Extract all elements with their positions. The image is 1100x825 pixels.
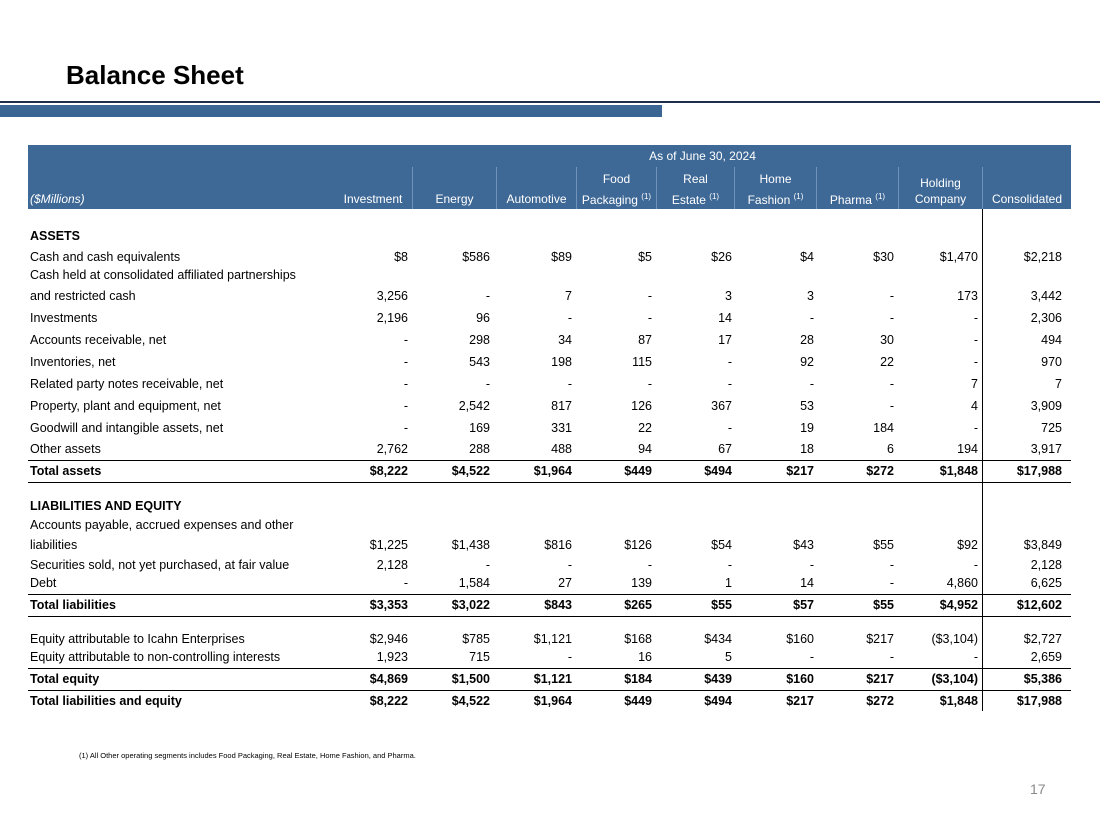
row-label: and restricted cash	[30, 289, 136, 303]
cell-consolidated: $5,386	[1023, 672, 1062, 686]
cell-holding-company: -	[973, 333, 978, 347]
cell-investment: $8	[394, 250, 408, 264]
cell-food-packaging: 126	[631, 399, 652, 413]
cell-consolidated: 494	[1041, 333, 1062, 347]
cell-food-packaging: 139	[631, 576, 652, 590]
cell-automotive: $843	[544, 598, 572, 612]
section-header-liabilities: LIABILITIES AND EQUITY	[30, 499, 182, 513]
cell-consolidated: $2,727	[1023, 632, 1062, 646]
cell-consolidated: 3,442	[1030, 289, 1062, 303]
row-label: Cash and cash equivalents	[30, 250, 181, 264]
cell-food-packaging: $449	[624, 464, 652, 478]
row-ppe	[28, 395, 1071, 417]
cell-pharma: $272	[866, 464, 894, 478]
cell-investment: -	[403, 576, 408, 590]
row-label: Debt	[30, 576, 57, 590]
cell-real-estate: 67	[718, 442, 732, 456]
cell-real-estate: 17	[718, 333, 732, 347]
row-label: liabilities	[30, 538, 78, 552]
cell-pharma: -	[889, 289, 894, 303]
row-label: Total liabilities and equity	[30, 694, 182, 708]
cell-automotive: 7	[565, 289, 572, 303]
cell-food-packaging: -	[647, 289, 652, 303]
cell-real-estate: 14	[718, 311, 732, 325]
cell-automotive: -	[567, 650, 572, 664]
cell-automotive: -	[567, 377, 572, 391]
cell-food-packaging: -	[647, 377, 652, 391]
section-header-assets: ASSETS	[30, 229, 81, 243]
page-title: Balance Sheet	[66, 60, 244, 90]
cell-food-packaging: $168	[624, 632, 652, 646]
cell-food-packaging: 115	[632, 355, 652, 369]
row-other-assets	[28, 438, 1071, 461]
row-ap-label-1	[28, 514, 1071, 536]
cell-home-fashion: 14	[800, 576, 814, 590]
cell-holding-company: -	[973, 650, 978, 664]
cell-home-fashion: 19	[800, 421, 814, 435]
cell-pharma: -	[889, 558, 894, 572]
cell-consolidated: 3,917	[1030, 442, 1062, 456]
cell-investment: 2,762	[376, 442, 408, 456]
col-header-holding-company: Holding Company	[898, 167, 982, 209]
consolidated-divider	[982, 209, 983, 711]
row-label: Related party notes receivable, net	[30, 377, 224, 391]
cell-automotive: -	[567, 311, 572, 325]
row-label: Goodwill and intangible assets, net	[30, 421, 224, 435]
cell-energy: $3,022	[451, 598, 490, 612]
cell-investment: $2,946	[369, 632, 408, 646]
cell-consolidated: 2,128	[1030, 558, 1062, 572]
row-label: Total assets	[30, 464, 102, 478]
row-label: Other assets	[30, 442, 101, 456]
cell-energy: -	[485, 558, 490, 572]
cell-home-fashion: $217	[786, 694, 814, 708]
cell-real-estate: $494	[704, 464, 732, 478]
row-related-party	[28, 373, 1071, 395]
cell-home-fashion: -	[809, 377, 814, 391]
cell-consolidated: $17,988	[1016, 694, 1062, 708]
cell-investment: -	[403, 333, 408, 347]
row-label: Investments	[30, 311, 98, 325]
page-number: 17	[1030, 781, 1046, 797]
cell-real-estate: $55	[711, 598, 732, 612]
row-total-assets	[28, 460, 1071, 483]
cell-holding-company: $1,848	[939, 464, 978, 478]
cell-energy: 715	[469, 650, 490, 664]
cell-energy: 169	[469, 421, 490, 435]
footnote: (1) All Other operating segments includes Food Packaging, Real Estate, Home Fashion, and Pharma.	[79, 751, 416, 760]
cell-home-fashion: -	[809, 558, 814, 572]
cell-energy: 543	[469, 355, 490, 369]
cell-pharma: $272	[866, 694, 894, 708]
cell-energy: $586	[462, 250, 490, 264]
cell-home-fashion: $57	[793, 598, 814, 612]
cell-pharma: 184	[873, 421, 894, 435]
cell-investment: 3,256	[376, 289, 408, 303]
cell-consolidated: 2,659	[1030, 650, 1062, 664]
cell-consolidated: $12,602	[1016, 598, 1062, 612]
cell-pharma: 30	[880, 333, 894, 347]
row-label: Accounts receivable, net	[30, 333, 167, 347]
row-inventories	[28, 351, 1071, 373]
cell-energy: $4,522	[451, 464, 490, 478]
cell-real-estate: -	[727, 421, 732, 435]
cell-automotive: 488	[551, 442, 572, 456]
cell-pharma: $217	[866, 672, 894, 686]
cell-holding-company: ($3,104)	[931, 672, 978, 686]
cell-energy: $785	[462, 632, 490, 646]
cell-food-packaging: $126	[624, 538, 652, 552]
row-debt	[28, 572, 1071, 595]
cell-food-packaging: -	[647, 558, 652, 572]
cell-energy: $1,438	[451, 538, 490, 552]
cell-consolidated: 970	[1041, 355, 1062, 369]
cell-home-fashion: $43	[793, 538, 814, 552]
cell-investment: 1,923	[376, 650, 408, 664]
col-header-automotive: Automotive	[496, 167, 576, 209]
cell-holding-company: $92	[957, 538, 978, 552]
cell-real-estate: $439	[704, 672, 732, 686]
row-accounts-receivable	[28, 329, 1071, 351]
cell-holding-company: 194	[957, 442, 978, 456]
cell-real-estate: $26	[711, 250, 732, 264]
cell-automotive: 817	[551, 399, 572, 413]
cell-energy: -	[485, 289, 490, 303]
cell-automotive: $816	[544, 538, 572, 552]
row-total-liabilities-equity	[28, 690, 1071, 712]
cell-automotive: $1,121	[533, 632, 572, 646]
cell-home-fashion: 3	[807, 289, 814, 303]
cell-food-packaging: 87	[638, 333, 652, 347]
cell-home-fashion: 53	[800, 399, 814, 413]
cell-food-packaging: 16	[638, 650, 652, 664]
cell-pharma: $217	[866, 632, 894, 646]
row-cash-held-label-1	[28, 264, 1071, 286]
cell-pharma: -	[889, 650, 894, 664]
cell-home-fashion: 18	[800, 442, 814, 456]
row-label: Inventories, net	[30, 355, 116, 369]
cell-investment: -	[403, 421, 408, 435]
cell-consolidated: $3,849	[1023, 538, 1062, 552]
cell-automotive: $89	[551, 250, 572, 264]
cell-energy: 1,584	[458, 576, 490, 590]
cell-automotive: -	[567, 558, 572, 572]
cell-pharma: -	[889, 399, 894, 413]
cell-consolidated: 725	[1041, 421, 1062, 435]
row-label: Securities sold, not yet purchased, at fair value	[30, 558, 290, 572]
cell-home-fashion: $217	[786, 464, 814, 478]
cell-holding-company: -	[973, 558, 978, 572]
cell-real-estate: -	[727, 355, 732, 369]
cell-consolidated: 6,625	[1030, 576, 1062, 590]
row-total-liabilities	[28, 594, 1071, 617]
cell-energy: -	[485, 377, 490, 391]
cell-holding-company: 4	[971, 399, 978, 413]
cell-holding-company: 7	[971, 377, 978, 391]
cell-real-estate: 1	[725, 576, 732, 590]
row-label: Total equity	[30, 672, 100, 686]
cell-real-estate: 5	[725, 650, 732, 664]
cell-real-estate: $494	[704, 694, 732, 708]
cell-home-fashion: 92	[800, 355, 814, 369]
cell-food-packaging: -	[647, 311, 652, 325]
cell-investment: $4,869	[369, 672, 408, 686]
cell-pharma: -	[889, 377, 894, 391]
cell-consolidated: $17,988	[1016, 464, 1062, 478]
cell-energy: 298	[469, 333, 490, 347]
row-cash-held	[28, 285, 1071, 307]
cell-holding-company: $1,848	[939, 694, 978, 708]
cell-real-estate: -	[727, 558, 732, 572]
cell-home-fashion: 28	[800, 333, 814, 347]
cell-real-estate: $434	[704, 632, 732, 646]
cell-home-fashion: $160	[786, 672, 814, 686]
cell-holding-company: -	[973, 355, 978, 369]
col-header-consolidated: Consolidated	[982, 167, 1071, 209]
cell-holding-company: -	[973, 421, 978, 435]
row-label: Property, plant and equipment, net	[30, 399, 221, 413]
cell-automotive: $1,964	[533, 464, 572, 478]
cell-food-packaging: $5	[638, 250, 652, 264]
units-label: ($Millions)	[30, 192, 85, 206]
row-label: Cash held at consolidated affiliated partnerships	[30, 268, 296, 282]
cell-automotive: $1,964	[533, 694, 572, 708]
cell-food-packaging: 94	[638, 442, 652, 456]
title-rule	[0, 101, 1100, 103]
row-accounts-payable	[28, 534, 1071, 556]
col-header-home-fashion: Home Fashion $^{(1)}$	[734, 167, 816, 209]
cell-investment: $1,225	[369, 538, 408, 552]
title-accent-bar	[0, 105, 662, 117]
cell-automotive: 27	[558, 576, 572, 590]
cell-investment: $8,222	[369, 694, 408, 708]
cell-home-fashion: $160	[786, 632, 814, 646]
cell-automotive: 331	[551, 421, 572, 435]
cell-investment: 2,128	[376, 558, 408, 572]
cell-food-packaging: $265	[624, 598, 652, 612]
cell-energy: 288	[469, 442, 490, 456]
cell-energy: 96	[476, 311, 490, 325]
header-left-band	[28, 145, 334, 167]
col-header-energy: Energy	[412, 167, 496, 209]
cell-pharma: $55	[873, 598, 894, 612]
cell-energy: 2,542	[458, 399, 490, 413]
cell-investment: -	[403, 399, 408, 413]
cell-pharma: 22	[880, 355, 894, 369]
cell-holding-company: 4,860	[946, 576, 978, 590]
row-label: Total liabilities	[30, 598, 116, 612]
row-equity-nci	[28, 646, 1071, 669]
cell-holding-company: -	[973, 311, 978, 325]
cell-food-packaging: $449	[624, 694, 652, 708]
cell-food-packaging: 22	[638, 421, 652, 435]
cell-holding-company: $4,952	[939, 598, 978, 612]
as-of-date: As of June 30, 2024	[649, 149, 756, 163]
cell-real-estate: 367	[711, 399, 732, 413]
cell-consolidated: $2,218	[1023, 250, 1062, 264]
cell-holding-company: 173	[957, 289, 978, 303]
cell-investment: $3,353	[369, 598, 408, 612]
row-total-equity	[28, 668, 1071, 691]
cell-investment: $8,222	[369, 464, 408, 478]
row-investments	[28, 307, 1071, 329]
row-label: Accounts payable, accrued expenses and other	[30, 518, 294, 532]
cell-consolidated: 2,306	[1030, 311, 1062, 325]
cell-holding-company: $1,470	[939, 250, 978, 264]
cell-consolidated: 3,909	[1030, 399, 1062, 413]
cell-consolidated: 7	[1055, 377, 1062, 391]
cell-food-packaging: $184	[624, 672, 652, 686]
cell-pharma: $30	[873, 250, 894, 264]
cell-real-estate: $54	[711, 538, 732, 552]
col-header-investment: Investment	[343, 192, 403, 206]
col-header-pharma: Pharma $^{(1)}$	[816, 167, 898, 209]
cell-automotive: 198	[551, 355, 572, 369]
cell-energy: $1,500	[451, 672, 490, 686]
cell-pharma: 6	[887, 442, 894, 456]
col-header-real-estate: Real Estate $^{(1)}$	[656, 167, 734, 209]
cell-real-estate: 3	[725, 289, 732, 303]
col-header-food-packaging: Food Packaging $^{(1)}$	[576, 167, 656, 209]
cell-automotive: $1,121	[533, 672, 572, 686]
cell-home-fashion: -	[809, 311, 814, 325]
cell-holding-company: ($3,104)	[931, 632, 978, 646]
row-goodwill	[28, 417, 1071, 439]
cell-pharma: -	[889, 311, 894, 325]
row-label: Equity attributable to Icahn Enterprises	[30, 632, 245, 646]
cell-home-fashion: -	[809, 650, 814, 664]
cell-investment: -	[403, 377, 408, 391]
row-label: Equity attributable to non-controlling interests	[30, 650, 281, 664]
cell-real-estate: -	[727, 377, 732, 391]
cell-energy: $4,522	[451, 694, 490, 708]
cell-home-fashion: $4	[800, 250, 814, 264]
cell-pharma: $55	[873, 538, 894, 552]
cell-investment: -	[403, 355, 408, 369]
cell-pharma: -	[889, 576, 894, 590]
cell-investment: 2,196	[376, 311, 408, 325]
cell-automotive: 34	[558, 333, 572, 347]
